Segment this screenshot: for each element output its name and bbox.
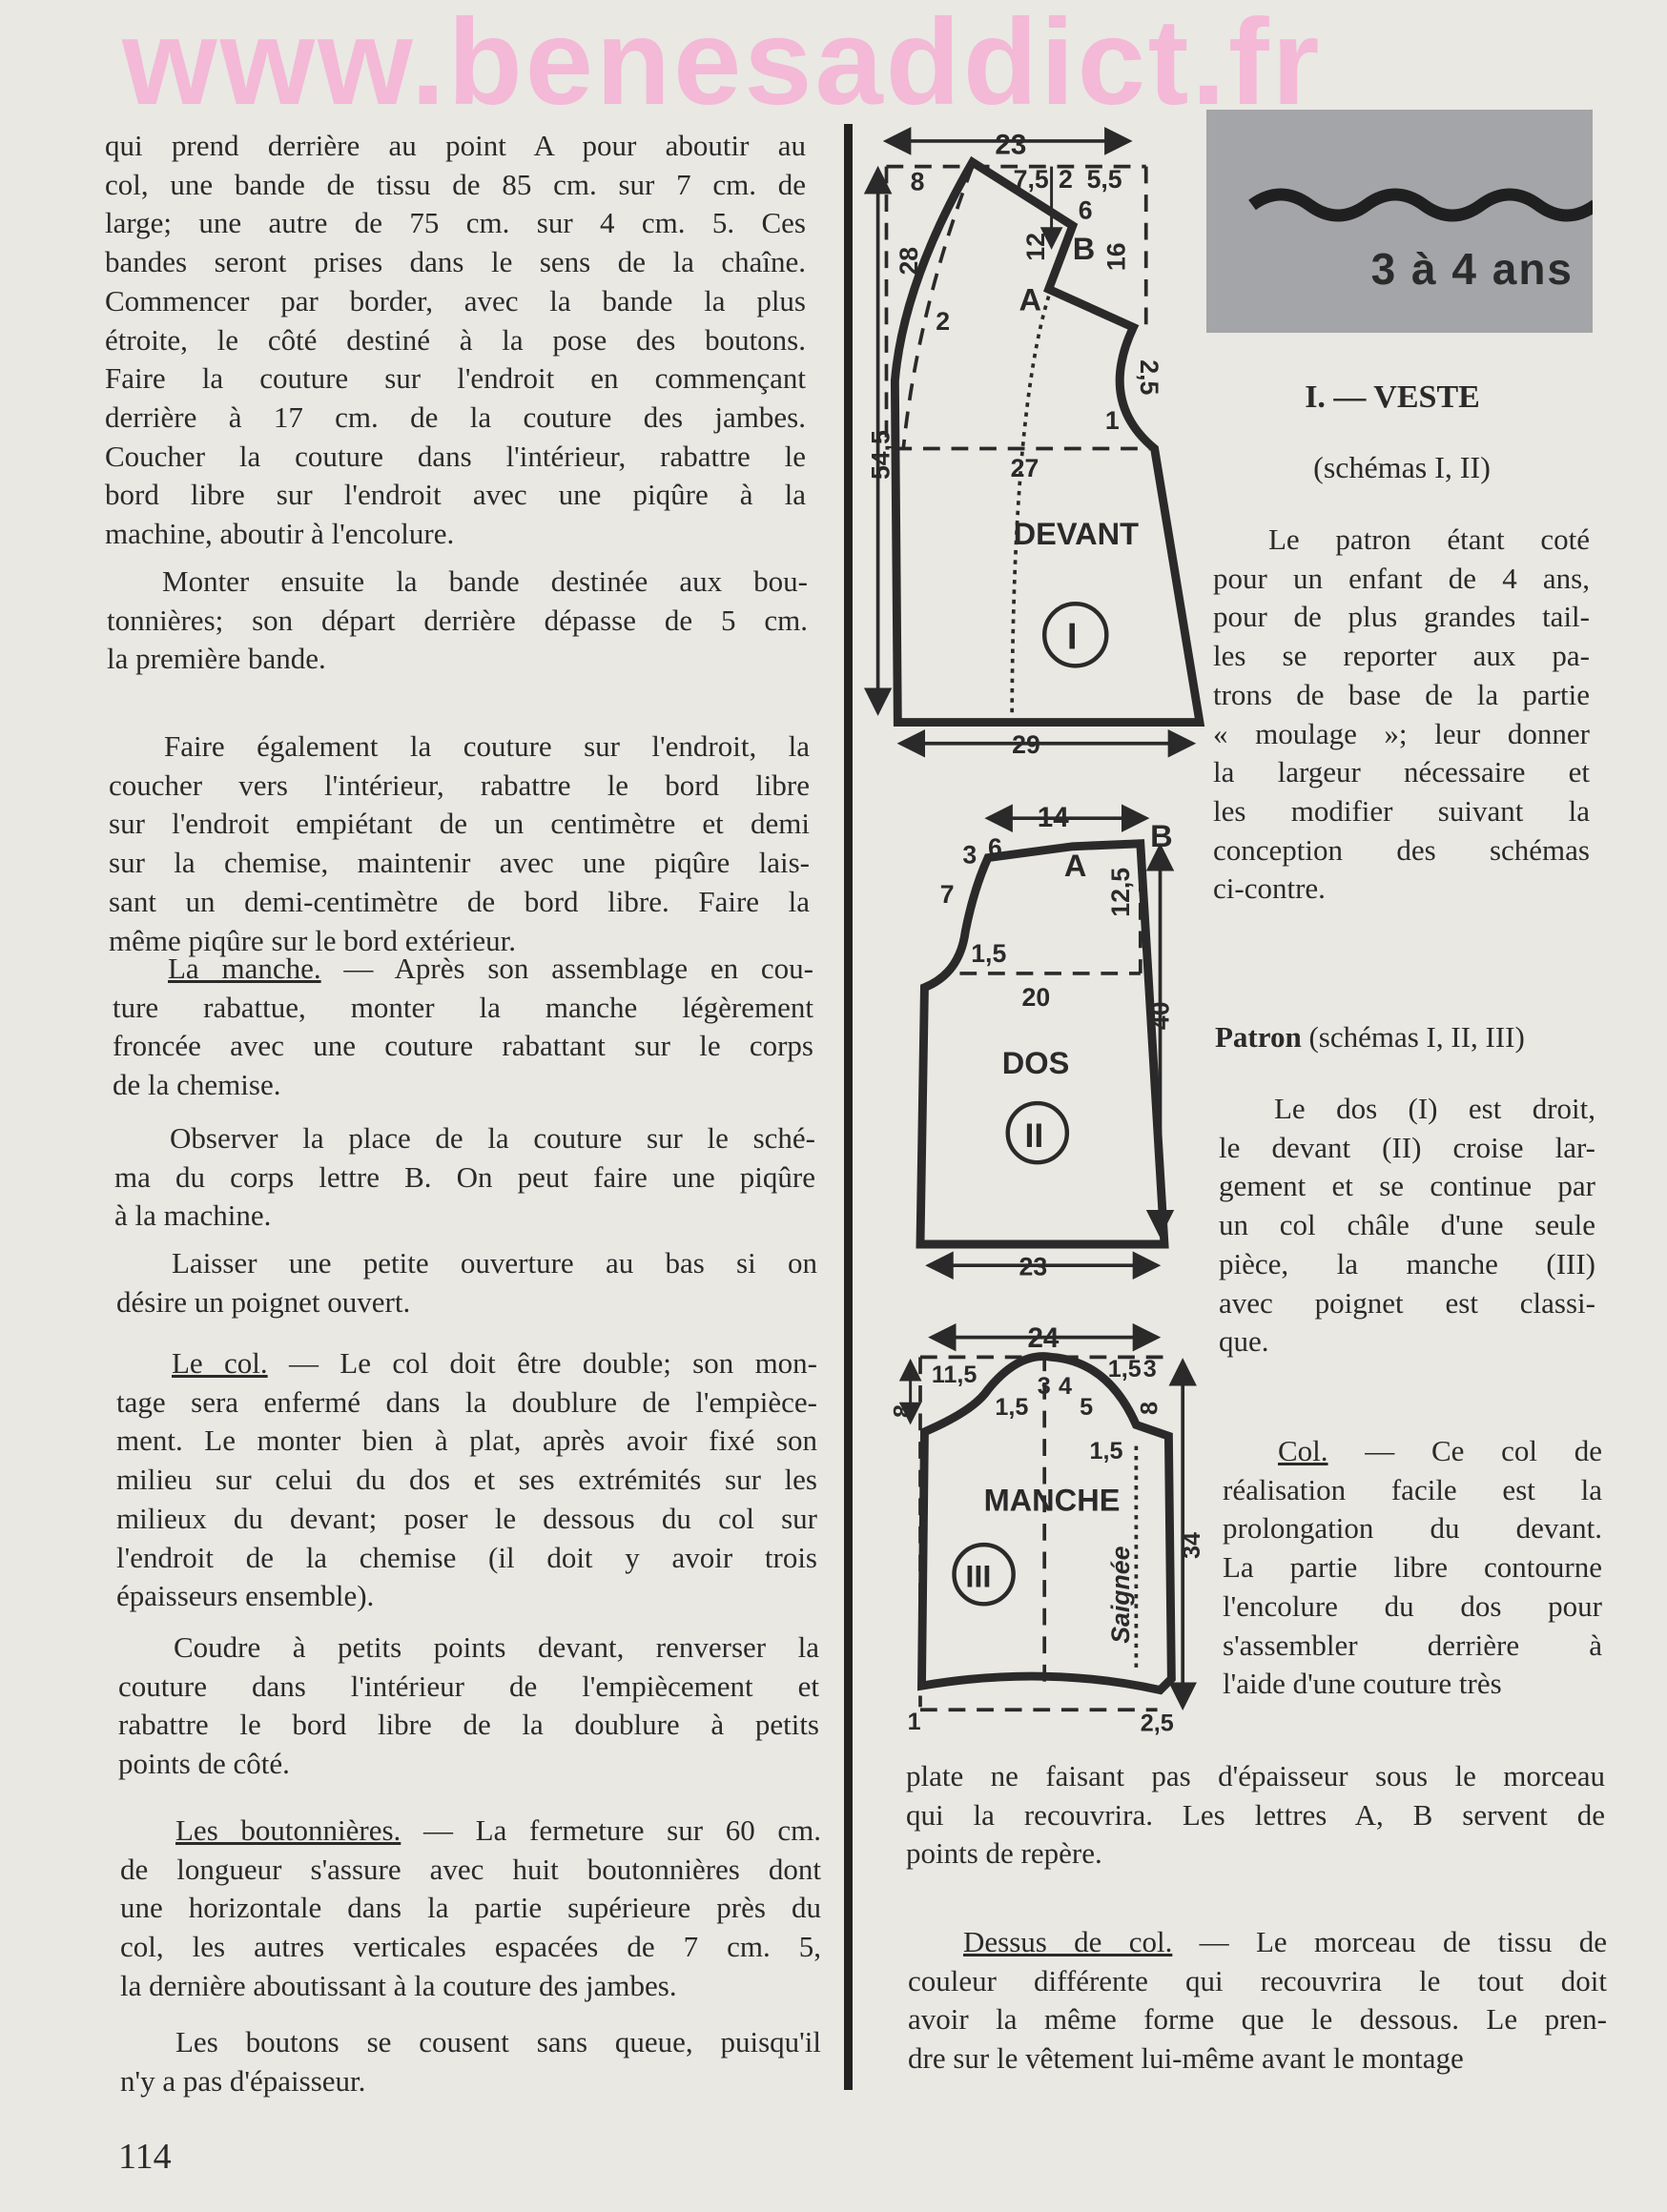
line-text: gement et se continue par xyxy=(1219,1169,1595,1203)
dim-label: 1 xyxy=(1104,405,1120,435)
line-text: les modifier suivant la xyxy=(1213,793,1590,828)
line-text: ture rabattue, monter la manche légèrement xyxy=(113,990,813,1024)
line-text: Faire la couture sur l'endroit en commençant xyxy=(105,361,806,396)
devant-title: DEVANT xyxy=(1013,517,1140,552)
line-text: sur l'endroit empiétant de un centimètre et demi xyxy=(109,807,810,841)
line-text: conception des schémas xyxy=(1213,832,1590,867)
seam-label: Saignée xyxy=(1105,1546,1135,1644)
line-text: col, une bande de tissu de 85 cm. sur 7 cm. de xyxy=(105,167,806,201)
line-text: de la chemise. xyxy=(113,1068,281,1102)
dim-label: 11,5 xyxy=(931,1362,978,1388)
line-text: froncée avec une couture rabattant sur le corps xyxy=(113,1029,813,1063)
line-text: Faire également la couture sur l'endroit, la xyxy=(164,729,810,763)
diagram-devant xyxy=(878,141,1200,744)
paragraph-lead: Patron xyxy=(1215,1020,1302,1054)
line-text: Les boutons se cousent sans queue, puisqu'il xyxy=(175,2025,821,2058)
line-text: ment. Le monter bien à plat, après avoir fixé son xyxy=(116,1423,817,1458)
line-text: étroite, le côté destiné à la pose des boutons. xyxy=(105,322,806,357)
line-text: Laisser une petite ouverture au bas si on xyxy=(172,1246,817,1280)
dim-label: 5 xyxy=(1080,1394,1094,1422)
section-subtitle: (schémas I, II) xyxy=(1313,450,1491,484)
line-text: sur la chemise, maintenir avec une piqûre lais- xyxy=(109,846,810,880)
dim-label: 7,5 xyxy=(1013,164,1049,194)
line-text: La partie libre contourne xyxy=(1223,1550,1602,1585)
line-text: les se reporter aux pa- xyxy=(1213,639,1590,673)
dim-label: 1,5 xyxy=(1089,1437,1123,1464)
line-text: sant un demi-centimètre de bord libre. Faire la xyxy=(109,884,810,918)
devant-labels xyxy=(866,129,1163,759)
line-text: — Le morceau de tissu de xyxy=(1172,1925,1607,1958)
line-text: coucher vers l'intérieur, rabattre le bord libre xyxy=(109,768,810,802)
line-text: — Ce col de xyxy=(1327,1434,1602,1467)
page-number: 114 xyxy=(118,2137,172,2177)
line-text: Observer la place de la couture sur le sché- xyxy=(170,1121,815,1155)
line-text: la première bande. xyxy=(107,642,326,676)
point-b-label: B xyxy=(1150,818,1173,853)
section-title: I. — VESTE xyxy=(1305,379,1480,415)
line-text: milieux du devant; poser le dessous du col sur xyxy=(116,1501,817,1535)
dim-label: 29 xyxy=(1012,730,1040,760)
dim-label: 40 xyxy=(1145,1001,1175,1031)
line-text: s'assembler derrière à xyxy=(1223,1628,1602,1662)
line-text: — Le col doit être double; son mon- xyxy=(267,1346,817,1380)
line-text: — Après son assemblage en cou- xyxy=(320,952,814,985)
line-text: Coudre à petits points devant, renverser la xyxy=(174,1630,819,1664)
line-text: couture dans l'intérieur de l'empiècement et xyxy=(118,1669,819,1703)
line-text: à la machine. xyxy=(114,1198,272,1233)
dim-label: 3 xyxy=(1142,1356,1157,1383)
line-text: pour un enfant de 4 ans, xyxy=(1213,561,1590,595)
dim-label: 28 xyxy=(895,246,924,276)
line-text: que. xyxy=(1219,1324,1269,1359)
line-text: bord libre sur l'endroit avec une piqûre à la xyxy=(105,478,806,512)
line-text: points de repère. xyxy=(906,1836,1102,1871)
paragraph-lead: Col. xyxy=(1278,1434,1328,1467)
line-text: bandes seront prises dans le sens de la chaîne. xyxy=(105,245,806,279)
line-text: col, les autres verticales espacées de 7 cm. 5, xyxy=(120,1930,821,1964)
line-text: le devant (II) croise lar- xyxy=(1219,1130,1595,1164)
line-text: Monter ensuite la bande destinée aux bou- xyxy=(162,564,808,598)
dim-label: 34 xyxy=(1178,1531,1205,1559)
line-text: même piqûre sur le bord extérieur. xyxy=(109,923,516,957)
dim-label: 1,5 xyxy=(995,1394,1029,1422)
paragraph-lead: La manche. xyxy=(168,952,321,985)
line-text: avec poignet est classi- xyxy=(1219,1285,1595,1320)
point-a-label: A xyxy=(1063,848,1087,883)
line-text: Coucher la couture dans l'intérieur, rabattre le xyxy=(105,439,806,473)
dim-label: 8 xyxy=(1136,1402,1163,1416)
line-text: n'y a pas d'épaisseur. xyxy=(120,2063,366,2098)
line-text: couleur différente qui recouvrira le tout doit xyxy=(908,1963,1607,1997)
line-text: derrière à 17 cm. de la couture des jambes. xyxy=(105,399,806,434)
line-text: rabattre le bord libre de la doublure à petits xyxy=(118,1708,819,1742)
line-text: plate ne faisant pas d'épaisseur sous le morceau xyxy=(906,1759,1605,1792)
line-text: Le dos (I) est droit, xyxy=(1274,1092,1595,1125)
dim-label: 12,5 xyxy=(1105,867,1135,917)
dim-label: 12 xyxy=(1021,233,1051,261)
dim-label: 2 xyxy=(936,307,951,337)
dim-label: 6 xyxy=(988,833,1002,863)
line-text: l'encolure du dos pour xyxy=(1223,1588,1602,1623)
dim-label: 54,5 xyxy=(866,430,895,481)
line-text: « moulage »; leur donner xyxy=(1213,716,1590,750)
dim-label: 1,5 xyxy=(1107,1356,1142,1383)
dim-label: 8 xyxy=(889,1404,916,1418)
line-text: avoir la même forme que le dessous. Le pren- xyxy=(908,2002,1607,2037)
age-label: 3 à 4 ans xyxy=(1370,244,1574,294)
line-text: pour de plus grandes tail- xyxy=(1213,600,1590,634)
line-text: Commencer par border, avec la bande la plus xyxy=(105,283,806,317)
dim-label: 8 xyxy=(910,167,925,196)
line-text: une horizontale dans la partie supérieure près du xyxy=(120,1891,821,1925)
line-text: tage sera enfermé dans la doublure de l'empièce- xyxy=(116,1384,817,1419)
dim-label: 3 xyxy=(962,840,978,870)
line-text: points de côté. xyxy=(118,1747,290,1781)
dos-title: DOS xyxy=(1001,1045,1070,1080)
line-text: désire un poignet ouvert. xyxy=(116,1284,411,1319)
line-text: (schémas I, II, III) xyxy=(1301,1020,1525,1054)
line-text: réalisation facile est la xyxy=(1223,1472,1602,1506)
dim-label: 2,5 xyxy=(1134,359,1163,396)
watermark: www.benesaddict.fr xyxy=(122,0,1323,131)
dim-label: 1 xyxy=(907,1708,921,1735)
line-text: Le patron étant coté xyxy=(1268,522,1590,556)
dim-label: 14 xyxy=(1037,802,1069,834)
dim-label: 23 xyxy=(995,129,1027,161)
dim-label: 24 xyxy=(1027,1322,1060,1355)
dim-label: 16 xyxy=(1101,242,1131,272)
line-text: dre sur le vêtement lui-même avant le montage xyxy=(908,2041,1464,2076)
line-text: qui prend derrière au point A pour aboutir au xyxy=(105,129,806,162)
numeral-ii: II xyxy=(1024,1116,1044,1155)
dim-label: 2,5 xyxy=(1140,1710,1174,1737)
dim-label: 23 xyxy=(1019,1252,1048,1281)
line-text: machine, aboutir à l'encolure. xyxy=(105,517,455,551)
line-text: — La fermeture sur 60 cm. xyxy=(401,1813,821,1847)
line-text: de longueur s'assure avec huit boutonnières dont xyxy=(120,1852,821,1886)
paragraph-lead: Dessus de col. xyxy=(963,1925,1173,1958)
dim-label: 5,5 xyxy=(1086,164,1122,194)
line-text: la dernière aboutissant à la couture des jambes. xyxy=(120,1968,677,2002)
numeral-iii: III xyxy=(965,1559,992,1594)
dim-label: 2 xyxy=(1058,164,1073,194)
point-a-label: A xyxy=(1019,282,1042,317)
line-text: l'endroit de la chemise (il doit y avoir trois xyxy=(116,1540,817,1574)
numeral-i: I xyxy=(1066,616,1078,658)
point-b-label: B xyxy=(1072,232,1096,267)
dim-label: 7 xyxy=(939,879,955,909)
line-text: la largeur nécessaire et xyxy=(1213,755,1590,789)
line-text: prolongation du devant. xyxy=(1223,1511,1602,1546)
dim-label: 1,5 xyxy=(971,939,1007,969)
line-text: épaisseurs ensemble). xyxy=(116,1579,375,1613)
paragraph-lead: Les boutonnières. xyxy=(175,1813,401,1847)
line-text: tonnières; son départ derrière dépasse de 5 cm. xyxy=(107,603,808,637)
line-text: l'aide d'une couture très xyxy=(1223,1667,1502,1701)
dim-label: 4 xyxy=(1058,1372,1072,1400)
line-text: ci-contre. xyxy=(1213,871,1326,906)
line-text: qui la recouvrira. Les lettres A, B servent de xyxy=(906,1797,1605,1832)
line-text: ma du corps lettre B. On peut faire une piqûre xyxy=(114,1159,815,1194)
line-text: un col châle d'une seule xyxy=(1219,1208,1595,1242)
line-text: trons de base de la partie xyxy=(1213,677,1590,711)
line-text: pièce, la manche (III) xyxy=(1219,1246,1595,1280)
paragraph-lead: Le col. xyxy=(172,1346,268,1380)
manche-title: MANCHE xyxy=(983,1483,1121,1518)
line-text: milieu sur celui du dos et ses extrémités sur les xyxy=(116,1463,817,1497)
line-text: large; une autre de 75 cm. sur 4 cm. 5. Ces xyxy=(105,206,806,240)
dim-label: 20 xyxy=(1021,982,1051,1012)
dim-label: 27 xyxy=(1010,454,1039,483)
dim-label: 3 xyxy=(1037,1372,1051,1400)
dim-label: 6 xyxy=(1078,195,1093,225)
